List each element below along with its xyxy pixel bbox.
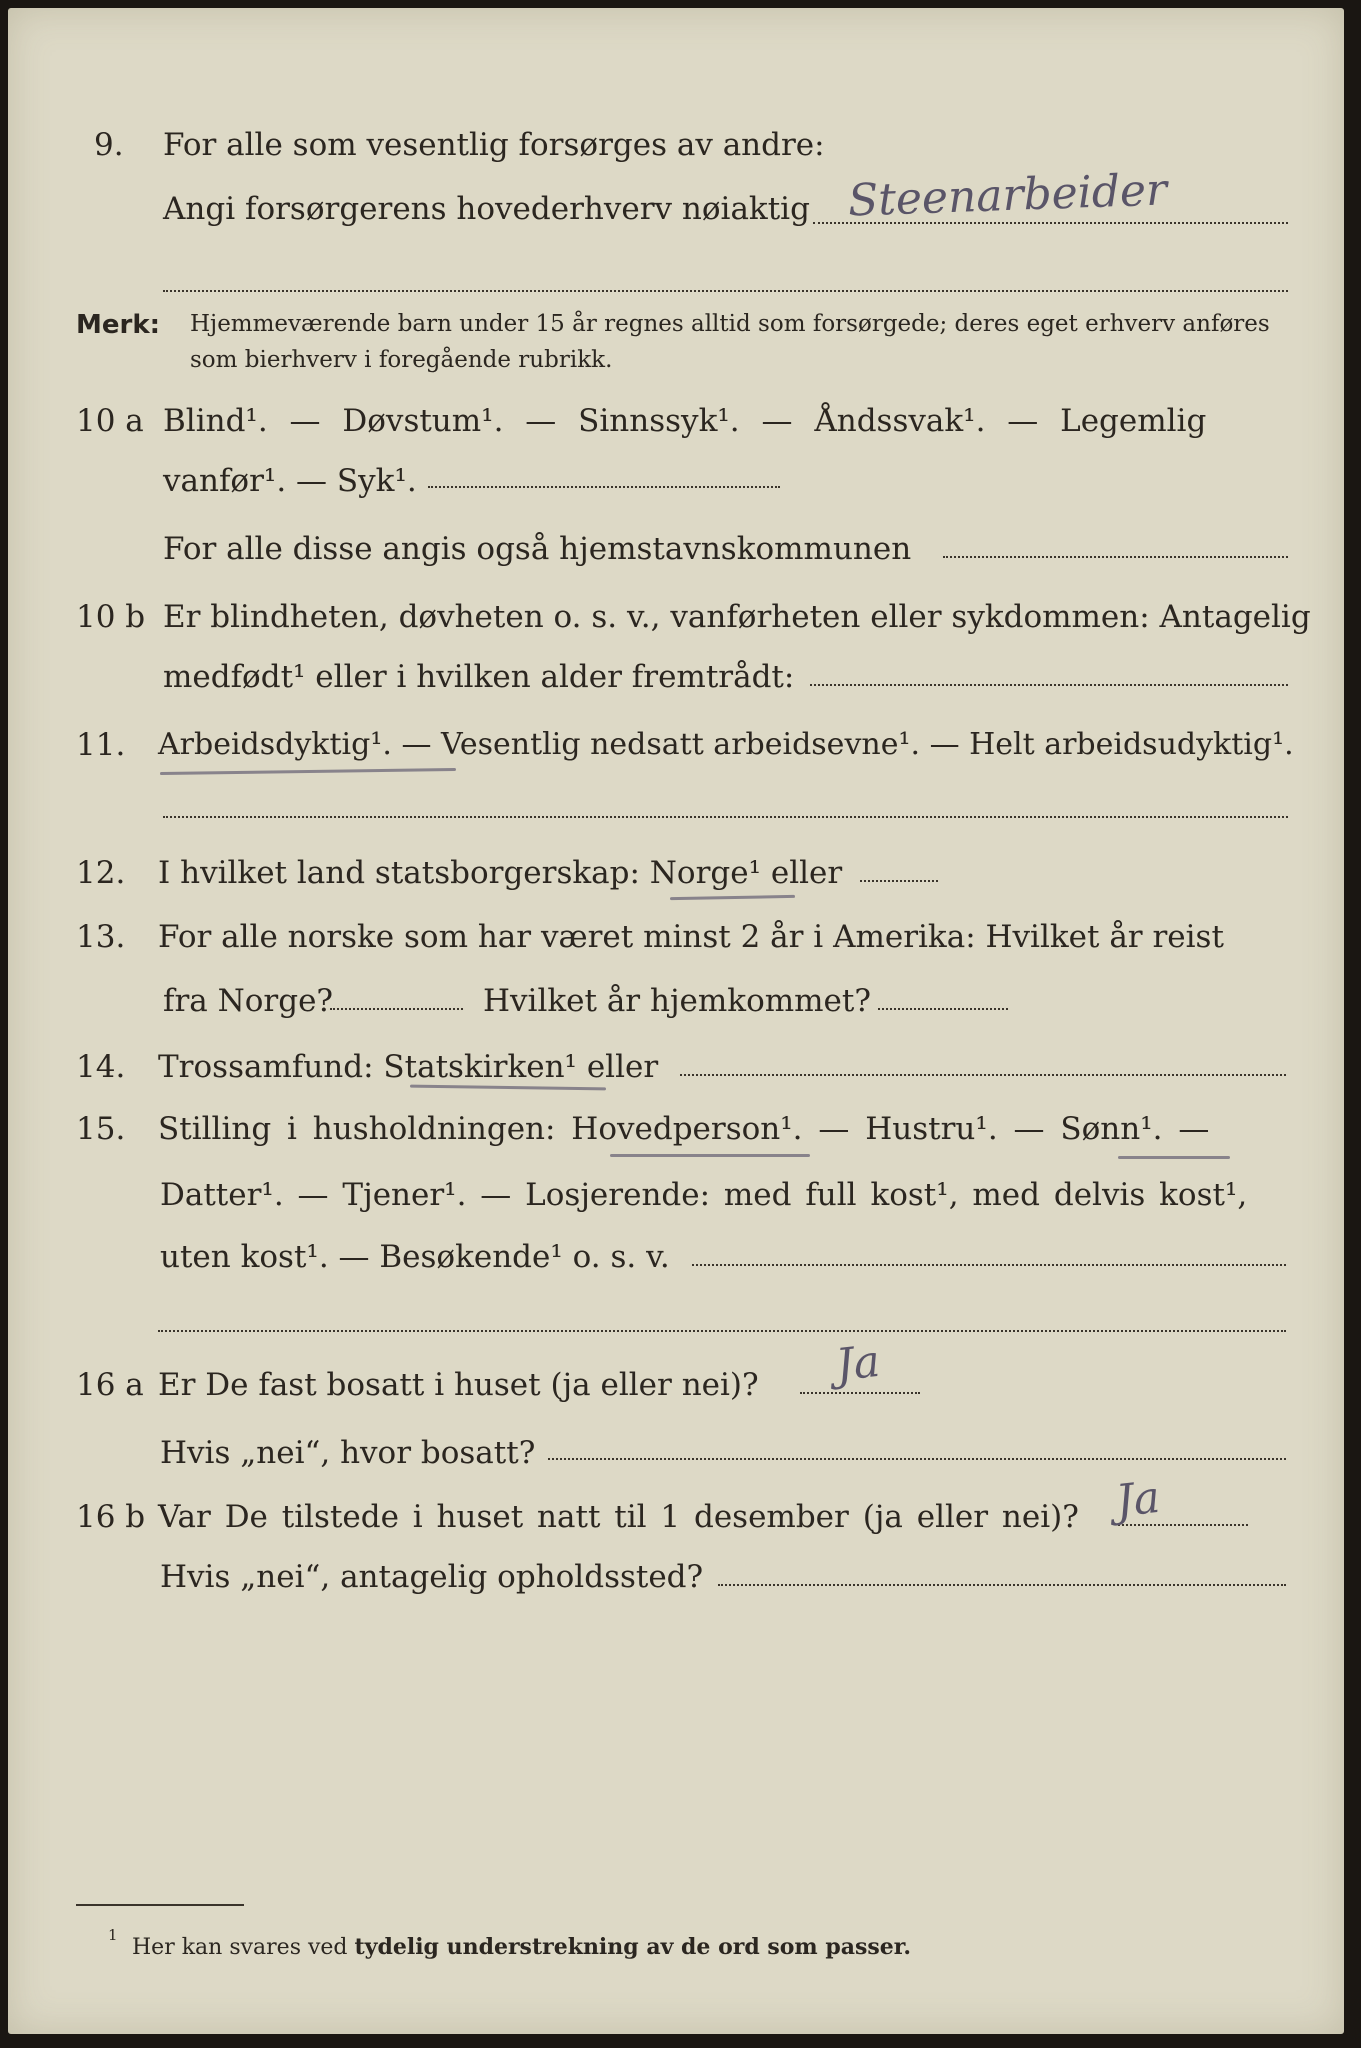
q15-pen-underline-sonn [1118, 1156, 1230, 1159]
q11-pen-underline [160, 768, 456, 775]
q10b-line1: Er blindheten, døvheten o. s. v., vanførheten eller sykdommen: Antagelig [163, 599, 1311, 635]
q12-number: 12. [76, 855, 126, 891]
q10b-number: 10 b [76, 599, 146, 635]
q9-line2: Angi forsørgerens hovederhverv nøiaktig [163, 191, 810, 227]
merk-text: Hjemmeværende barn under 15 år regnes alltid som forsørgede; deres eget erhverv anføres som bierhverv i foregående rubrikk. [190, 311, 1270, 373]
q10a-line2: vanfør¹. — Syk¹. [163, 463, 417, 499]
q16b-location-line [718, 1584, 1286, 1586]
q16a-residence-line [548, 1458, 1286, 1460]
q16a-number: 16 a [76, 1367, 144, 1403]
q10b-line2: medfødt¹ eller i hvilken alder fremtrådt: [163, 659, 795, 695]
q9-extra-line [163, 290, 1288, 292]
footnote-text-plain: Her kan svares ved [132, 1935, 348, 1960]
q12-pen-underline [670, 895, 795, 900]
q16b-line2: Hvis „nei“, antagelig opholdssted? [160, 1559, 704, 1595]
q13-number: 13. [76, 919, 126, 955]
q14-line1: Trossamfund: Statskirken¹ eller [158, 1049, 659, 1085]
census-form-page [8, 8, 1344, 2034]
q16b-handwritten-answer: Ja [1113, 1471, 1163, 1528]
q9-handwritten-answer: Steenarbeider [847, 164, 1168, 227]
q16a-line1: Er De fast bosatt i huset (ja eller nei)? [158, 1367, 759, 1403]
q10a-home-line [943, 556, 1288, 558]
q14-number: 14. [76, 1049, 126, 1085]
q10a-line3: For alle disse angis også hjemstavnskommunen [163, 531, 912, 567]
q12-answer-line [860, 880, 938, 882]
q15-line2: Datter¹. — Tjener¹. — Losjerende: med full kost¹, med delvis kost¹, [160, 1177, 1248, 1213]
q12-line1: I hvilket land statsborgerskap: Norge¹ eller [158, 855, 843, 891]
q14-answer-line [680, 1074, 1286, 1076]
q10a-answer-line [428, 486, 780, 488]
q15-answer-line [692, 1264, 1286, 1266]
q15-line1: Stilling i husholdningen: Hovedperson¹. — Hustru¹. — Sønn¹. — [158, 1111, 1210, 1147]
footnote-text [132, 1934, 911, 1960]
q10a-line1: Blind¹. — Døvstum¹. — Sinnssyk¹. — Åndssvak¹. — Legemlig [163, 403, 1207, 439]
q16b-line1: Var De tilstede i huset natt til 1 desember (ja eller nei)? [158, 1499, 1079, 1535]
q16a-line2: Hvis „nei“, hvor bosatt? [160, 1435, 536, 1471]
footnote-text-bold: tydelig understrekning av de ord som passer. [354, 1934, 912, 1960]
q10b-answer-line [810, 684, 1288, 686]
q16a-handwritten-answer: Ja [833, 1335, 883, 1392]
q13-return-line [878, 1008, 1008, 1010]
q15-pen-underline-hovedperson [610, 1154, 810, 1157]
q9-line1: For alle som vesentlig forsørges av andre: [163, 127, 825, 163]
q11-line1: Arbeidsdyktig¹. — Vesentlig nedsatt arbeidsevne¹. — Helt arbeidsudyktig¹. [158, 727, 1294, 762]
q15-extra-line [158, 1330, 1286, 1332]
q11-number: 11. [76, 727, 126, 763]
q16a-answer-line [800, 1392, 920, 1394]
footnote-mark: 1 [108, 1926, 118, 1944]
q14-pen-underline [410, 1085, 606, 1091]
q15-number: 15. [76, 1111, 126, 1147]
q9-number: 9. [94, 127, 124, 163]
q16b-number: 16 b [76, 1499, 146, 1535]
q15-line3: uten kost¹. — Besøkende¹ o. s. v. [160, 1239, 670, 1275]
q13-departure-line [330, 1008, 463, 1010]
q13-line1: For alle norske som har været minst 2 år i Amerika: Hvilket år reist [158, 919, 1224, 955]
q13-line2a: fra Norge? [163, 983, 334, 1019]
footnote-rule [76, 1904, 244, 1906]
q13-line2b: Hvilket år hjemkommet? [483, 983, 871, 1019]
q11-extra-line [163, 816, 1288, 818]
q10a-number: 10 a [76, 403, 144, 439]
merk-label: Merk: [76, 310, 161, 340]
